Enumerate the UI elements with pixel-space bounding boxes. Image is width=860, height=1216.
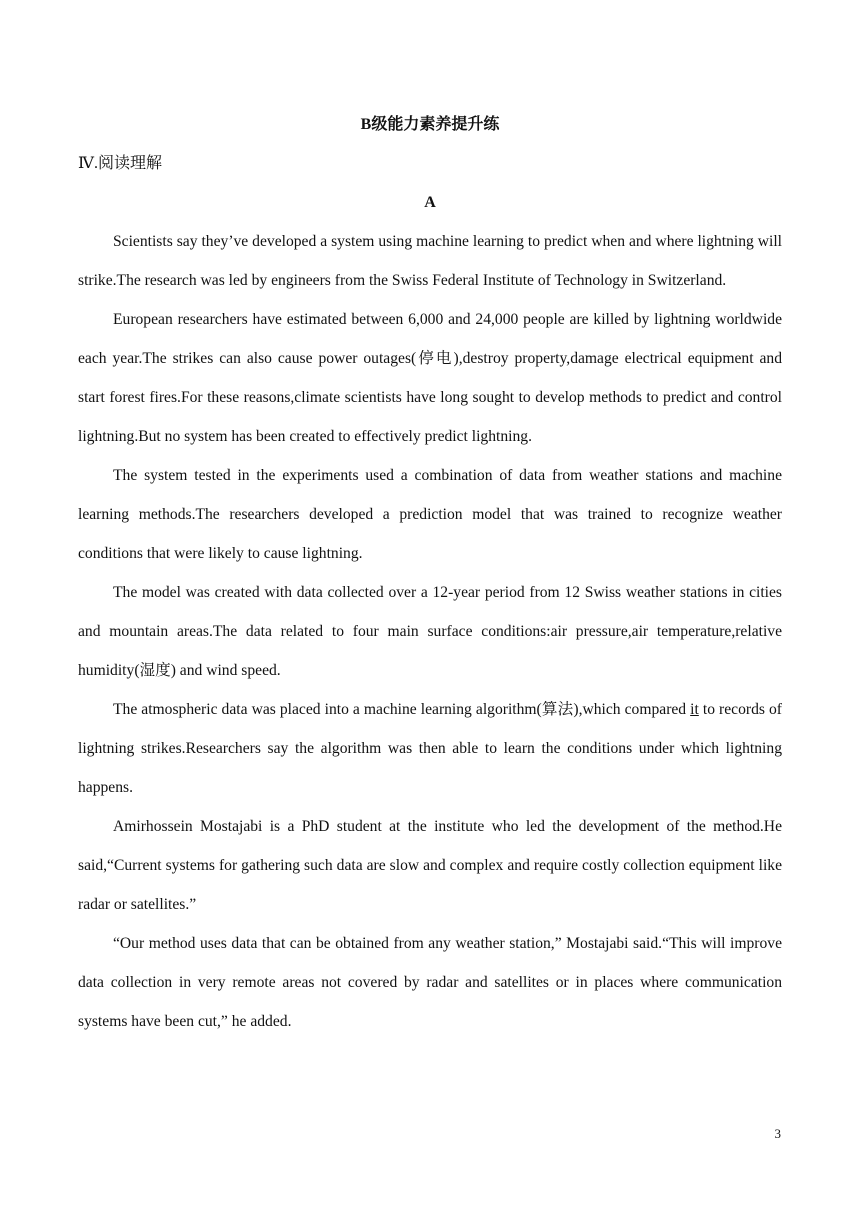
paragraph-4: The model was created with data collected over a 12-year period from 12 Swiss weather stations in cities and mountain areas.The data related to four main surface conditions:air pressure,air temperature,relative humidity(湿度) and wind speed. <box>78 584 782 679</box>
paragraph-5 <box>78 690 782 807</box>
paragraph-5-text-before: The atmospheric data was placed into a machine learning algorithm(算法),which compared <box>113 701 691 718</box>
paragraph-5-text-after: to records of lightning strikes.Researchers say the algorithm was then able to learn the conditions under which lightning happens. <box>78 701 782 796</box>
underlined-word: it <box>690 701 699 718</box>
paragraph-2: European researchers have estimated between 6,000 and 24,000 people are killed by lightning worldwide each year.The strikes can also cause power outages(停电),destroy property,damage electrical equipment and start forest fires.For these reasons,climate scientists have long sought to develop methods to predict and control lightning.But no system has been created to effectively predict lightning. <box>78 311 782 445</box>
paragraph-1: Scientists say they’ve developed a system using machine learning to predict when and where lightning will strike.The research was led by engineers from the Swiss Federal Institute of Technology in Switzerland. <box>78 233 782 289</box>
paragraph-6: Amirhossein Mostajabi is a PhD student at the institute who led the development of the method.He said,“Current systems for gathering such data are slow and complex and require costly collection equipment like radar or satellites.” <box>78 818 782 913</box>
paragraph-7: “Our method uses data that can be obtained from any weather station,” Mostajabi said.“This will improve data collection in very remote areas not covered by radar and satellites or in places where communication systems have been cut,” he added. <box>78 935 782 1030</box>
section-title: B级能力素养提升练 <box>360 116 500 133</box>
page-number: 3 <box>774 1126 781 1141</box>
passage-body <box>78 222 782 1041</box>
paragraph-3: The system tested in the experiments used a combination of data from weather stations and machine learning methods.The researchers developed a prediction model that was trained to recognize weather conditions that were likely to cause lightning. <box>78 467 782 562</box>
section-label: Ⅳ.阅读理解 <box>78 155 162 172</box>
passage-label: A <box>424 194 436 211</box>
